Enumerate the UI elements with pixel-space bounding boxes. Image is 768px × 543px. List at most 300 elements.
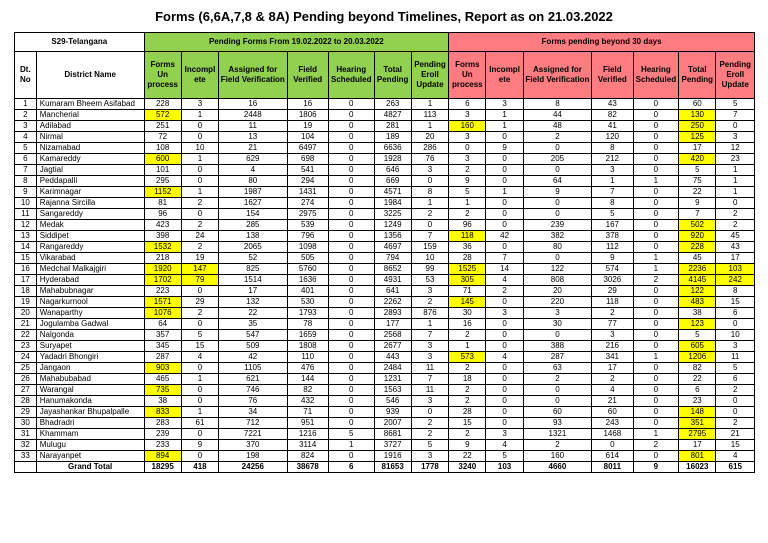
value-cell: 1916 <box>374 451 411 462</box>
total-cell: 38678 <box>287 462 328 473</box>
value-cell: 1702 <box>144 275 181 286</box>
value-cell: 20 <box>523 286 591 297</box>
value-cell: 0 <box>411 407 448 418</box>
value-cell: 29 <box>181 297 218 308</box>
value-cell: 10 <box>181 143 218 154</box>
value-cell: 574 <box>592 264 633 275</box>
value-cell: 1321 <box>523 429 591 440</box>
value-cell: 71 <box>449 286 486 297</box>
value-cell: 0 <box>716 396 755 407</box>
g1-col-header: Assigned for Field Verification <box>219 52 287 99</box>
value-cell: 281 <box>374 121 411 132</box>
dt-no-cell: 30 <box>15 418 37 429</box>
value-cell: 0 <box>181 396 218 407</box>
value-cell: 5 <box>486 451 523 462</box>
value-cell: 1 <box>181 187 218 198</box>
value-cell: 8 <box>523 99 591 110</box>
table-row <box>15 154 755 165</box>
value-cell: 735 <box>144 385 181 396</box>
value-cell: 0 <box>328 99 374 110</box>
value-cell: 0 <box>328 297 374 308</box>
value-cell: 2 <box>449 429 486 440</box>
value-cell: 0 <box>181 385 218 396</box>
value-cell: 5 <box>679 330 716 341</box>
value-cell: 0 <box>633 407 679 418</box>
value-cell: 0 <box>411 176 448 187</box>
value-cell: 60 <box>523 407 591 418</box>
district-name-cell: Kamareddy <box>36 154 144 165</box>
value-cell: 646 <box>374 165 411 176</box>
value-cell: 5 <box>411 440 448 451</box>
value-cell: 0 <box>486 363 523 374</box>
value-cell: 0 <box>592 440 633 451</box>
value-cell: 1 <box>633 176 679 187</box>
value-cell: 1098 <box>287 242 328 253</box>
value-cell: 2 <box>449 209 486 220</box>
value-cell: 1 <box>486 110 523 121</box>
value-cell: 13 <box>219 132 287 143</box>
value-cell: 223 <box>144 286 181 297</box>
value-cell: 600 <box>144 154 181 165</box>
value-cell: 1514 <box>219 275 287 286</box>
value-cell: 3727 <box>374 440 411 451</box>
value-cell: 154 <box>219 209 287 220</box>
value-cell: 0 <box>716 407 755 418</box>
value-cell: 0 <box>523 330 591 341</box>
value-cell: 11 <box>411 363 448 374</box>
table-row <box>15 319 755 330</box>
value-cell: 44 <box>523 110 591 121</box>
value-cell: 104 <box>287 132 328 143</box>
value-cell: 614 <box>592 451 633 462</box>
table-row <box>15 176 755 187</box>
value-cell: 6 <box>716 374 755 385</box>
value-cell: 3 <box>411 286 448 297</box>
value-cell: 263 <box>374 99 411 110</box>
value-cell: 1 <box>633 253 679 264</box>
value-cell: 1468 <box>592 429 633 440</box>
value-cell: 2 <box>449 165 486 176</box>
value-cell: 357 <box>144 330 181 341</box>
table-row <box>15 286 755 297</box>
value-cell: 1525 <box>449 264 486 275</box>
value-cell: 2 <box>633 275 679 286</box>
dt-no-cell: 9 <box>15 187 37 198</box>
value-cell: 287 <box>144 352 181 363</box>
value-cell: 228 <box>144 99 181 110</box>
value-cell: 401 <box>287 286 328 297</box>
value-cell: 132 <box>219 297 287 308</box>
value-cell: 61 <box>181 418 218 429</box>
value-cell: 286 <box>411 143 448 154</box>
total-cell: 8011 <box>592 462 633 473</box>
value-cell: 801 <box>679 451 716 462</box>
dt-no-cell: 24 <box>15 352 37 363</box>
value-cell: 0 <box>328 319 374 330</box>
value-cell: 0 <box>633 187 679 198</box>
value-cell: 3 <box>716 132 755 143</box>
value-cell: 0 <box>328 220 374 231</box>
value-cell: 9 <box>679 198 716 209</box>
value-cell: 2 <box>592 308 633 319</box>
value-cell: 698 <box>287 154 328 165</box>
value-cell: 3 <box>486 429 523 440</box>
value-cell: 669 <box>374 176 411 187</box>
value-cell: 8 <box>592 198 633 209</box>
value-cell: 1 <box>328 440 374 451</box>
value-cell: 0 <box>716 319 755 330</box>
value-cell: 9 <box>486 143 523 154</box>
value-cell: 21 <box>716 429 755 440</box>
table-row <box>15 363 755 374</box>
district-name-cell: Rajanna Sircilla <box>36 198 144 209</box>
value-cell: 93 <box>523 418 591 429</box>
value-cell: 1 <box>411 198 448 209</box>
value-cell: 5760 <box>287 264 328 275</box>
value-cell: 1105 <box>219 363 287 374</box>
value-cell: 4 <box>219 165 287 176</box>
value-cell: 0 <box>328 308 374 319</box>
table-row <box>15 330 755 341</box>
table-row <box>15 308 755 319</box>
district-name-cell: Karimnagar <box>36 187 144 198</box>
value-cell: 0 <box>328 253 374 264</box>
value-cell: 1356 <box>374 231 411 242</box>
value-cell: 0 <box>486 374 523 385</box>
value-cell: 1431 <box>287 187 328 198</box>
value-cell: 64 <box>523 176 591 187</box>
value-cell: 746 <box>219 385 287 396</box>
value-cell: 1987 <box>219 187 287 198</box>
district-name-cell: Nizamabad <box>36 143 144 154</box>
value-cell: 0 <box>716 121 755 132</box>
table-row <box>15 231 755 242</box>
dt-no-cell: 22 <box>15 330 37 341</box>
value-cell: 294 <box>287 176 328 187</box>
value-cell: 1249 <box>374 220 411 231</box>
value-cell: 81 <box>144 198 181 209</box>
value-cell: 4 <box>486 352 523 363</box>
value-cell: 0 <box>486 176 523 187</box>
value-cell: 0 <box>181 363 218 374</box>
pending-forms-table <box>14 32 755 473</box>
value-cell: 220 <box>523 297 591 308</box>
value-cell: 825 <box>219 264 287 275</box>
dt-no-cell: 20 <box>15 308 37 319</box>
table-row <box>15 341 755 352</box>
value-cell: 250 <box>679 121 716 132</box>
dt-no-cell: 8 <box>15 176 37 187</box>
value-cell: 1 <box>449 198 486 209</box>
value-cell: 11 <box>219 121 287 132</box>
value-cell: 9 <box>592 253 633 264</box>
value-cell: 0 <box>328 396 374 407</box>
value-cell: 573 <box>449 352 486 363</box>
value-cell: 1563 <box>374 385 411 396</box>
value-cell: 4571 <box>374 187 411 198</box>
table-row <box>15 220 755 231</box>
value-cell: 7 <box>592 187 633 198</box>
value-cell: 894 <box>144 451 181 462</box>
value-cell: 1 <box>181 407 218 418</box>
value-cell: 1231 <box>374 374 411 385</box>
total-cell: 103 <box>486 462 523 473</box>
value-cell: 123 <box>679 319 716 330</box>
dt-no-cell: 10 <box>15 198 37 209</box>
total-cell: 418 <box>181 462 218 473</box>
value-cell: 796 <box>287 231 328 242</box>
value-cell: 22 <box>219 308 287 319</box>
value-cell: 3 <box>411 352 448 363</box>
value-cell: 1793 <box>287 308 328 319</box>
value-cell: 0 <box>328 352 374 363</box>
value-cell: 351 <box>679 418 716 429</box>
district-name-cell: Sangareddy <box>36 209 144 220</box>
value-cell: 833 <box>144 407 181 418</box>
value-cell: 75 <box>679 176 716 187</box>
value-cell: 920 <box>679 231 716 242</box>
value-cell: 0 <box>523 165 591 176</box>
value-cell: 0 <box>523 143 591 154</box>
value-cell: 6 <box>679 385 716 396</box>
dt-no-cell: 27 <box>15 385 37 396</box>
value-cell: 2448 <box>219 110 287 121</box>
value-cell: 3026 <box>592 275 633 286</box>
value-cell: 7 <box>411 330 448 341</box>
value-cell: 0 <box>328 363 374 374</box>
district-name-cell: Jogulamba Gadwal <box>36 319 144 330</box>
value-cell: 0 <box>633 220 679 231</box>
value-cell: 1152 <box>144 187 181 198</box>
value-cell: 0 <box>486 418 523 429</box>
value-cell: 876 <box>411 308 448 319</box>
grand-total-label: Grand Total <box>36 462 144 473</box>
table-row <box>15 99 755 110</box>
value-cell: 1928 <box>374 154 411 165</box>
value-cell: 2 <box>449 363 486 374</box>
value-cell: 0 <box>328 198 374 209</box>
value-cell: 22 <box>679 374 716 385</box>
district-name-cell: Nirmal <box>36 132 144 143</box>
value-cell: 9 <box>181 440 218 451</box>
dt-no-cell: 1 <box>15 99 37 110</box>
value-cell: 1808 <box>287 341 328 352</box>
value-cell: 0 <box>633 165 679 176</box>
value-cell: 145 <box>449 297 486 308</box>
value-cell: 43 <box>716 242 755 253</box>
g1-col-header: Total Pending <box>374 52 411 99</box>
value-cell: 0 <box>633 198 679 209</box>
value-cell: 80 <box>219 176 287 187</box>
dt-no-cell: 23 <box>15 341 37 352</box>
g2-col-header: Field Verified <box>592 52 633 99</box>
value-cell: 0 <box>181 209 218 220</box>
value-cell: 345 <box>144 341 181 352</box>
value-cell: 502 <box>679 220 716 231</box>
value-cell: 82 <box>679 363 716 374</box>
dt-no-cell: 16 <box>15 264 37 275</box>
value-cell: 198 <box>219 451 287 462</box>
value-cell: 147 <box>181 264 218 275</box>
table-row <box>15 385 755 396</box>
value-cell: 2 <box>181 220 218 231</box>
district-name-cell: Khammam <box>36 429 144 440</box>
value-cell: 4697 <box>374 242 411 253</box>
total-cell: 18295 <box>144 462 181 473</box>
value-cell: 4931 <box>374 275 411 286</box>
value-cell: 52 <box>219 253 287 264</box>
value-cell: 5 <box>716 99 755 110</box>
value-cell: 1627 <box>219 198 287 209</box>
dt-no-cell: 17 <box>15 275 37 286</box>
g1-col-header: Incompl ete <box>181 52 218 99</box>
value-cell: 21 <box>592 396 633 407</box>
value-cell: 82 <box>287 385 328 396</box>
value-cell: 0 <box>523 385 591 396</box>
value-cell: 80 <box>523 242 591 253</box>
value-cell: 0 <box>633 418 679 429</box>
value-cell: 2 <box>523 440 591 451</box>
district-name-cell: Suryapet <box>36 341 144 352</box>
value-cell: 148 <box>679 407 716 418</box>
table-row <box>15 374 755 385</box>
value-cell: 0 <box>486 330 523 341</box>
value-cell: 2007 <box>374 418 411 429</box>
value-cell: 239 <box>523 220 591 231</box>
value-cell: 0 <box>486 132 523 143</box>
value-cell: 4 <box>181 352 218 363</box>
value-cell: 1216 <box>287 429 328 440</box>
value-cell: 7 <box>716 110 755 121</box>
value-cell: 1 <box>411 319 448 330</box>
value-cell: 0 <box>486 209 523 220</box>
value-cell: 118 <box>449 231 486 242</box>
value-cell: 23 <box>716 154 755 165</box>
dt-no-cell: 14 <box>15 242 37 253</box>
g1-col-header: Pending Eroll Update <box>411 52 448 99</box>
value-cell: 177 <box>374 319 411 330</box>
district-name-cell: Nalgonda <box>36 330 144 341</box>
value-cell: 4 <box>486 275 523 286</box>
value-cell: 28 <box>449 407 486 418</box>
value-cell: 0 <box>633 297 679 308</box>
table-row <box>15 440 755 451</box>
dt-no-cell: 32 <box>15 440 37 451</box>
value-cell: 2 <box>716 385 755 396</box>
value-cell: 17 <box>679 143 716 154</box>
value-cell: 432 <box>287 396 328 407</box>
value-cell: 0 <box>633 363 679 374</box>
value-cell: 29 <box>592 286 633 297</box>
value-cell: 530 <box>287 297 328 308</box>
value-cell: 274 <box>287 198 328 209</box>
district-name-cell: Medak <box>36 220 144 231</box>
value-cell: 6497 <box>287 143 328 154</box>
table-row <box>15 352 755 363</box>
value-cell: 2 <box>411 418 448 429</box>
value-cell: 0 <box>633 374 679 385</box>
value-cell: 3 <box>411 165 448 176</box>
value-cell: 242 <box>716 275 755 286</box>
table-row <box>15 396 755 407</box>
value-cell: 30 <box>523 319 591 330</box>
value-cell: 3 <box>449 132 486 143</box>
value-cell: 6 <box>716 308 755 319</box>
value-cell: 1659 <box>287 330 328 341</box>
total-cell <box>15 462 37 473</box>
value-cell: 0 <box>328 176 374 187</box>
value-cell: 5 <box>449 187 486 198</box>
value-cell: 120 <box>592 132 633 143</box>
value-cell: 4 <box>716 451 755 462</box>
value-cell: 5 <box>181 330 218 341</box>
dt-no-cell: 12 <box>15 220 37 231</box>
value-cell: 8 <box>592 143 633 154</box>
value-cell: 82 <box>592 110 633 121</box>
g1-col-header: Hearing Scheduled <box>328 52 374 99</box>
table-row <box>15 429 755 440</box>
value-cell: 22 <box>449 451 486 462</box>
grand-total-row <box>15 462 755 473</box>
table-row <box>15 132 755 143</box>
value-cell: 2 <box>633 440 679 451</box>
value-cell: 10 <box>411 253 448 264</box>
value-cell: 38 <box>679 308 716 319</box>
value-cell: 2975 <box>287 209 328 220</box>
dt-no-cell: 2 <box>15 110 37 121</box>
value-cell: 2 <box>716 418 755 429</box>
value-cell: 17 <box>679 440 716 451</box>
value-cell: 36 <box>449 242 486 253</box>
district-name-cell: Rangareddy <box>36 242 144 253</box>
value-cell: 2795 <box>679 429 716 440</box>
g2-col-header: Pending Eroll Update <box>716 52 755 99</box>
value-cell: 243 <box>592 418 633 429</box>
table-row <box>15 121 755 132</box>
value-cell: 15 <box>449 418 486 429</box>
value-cell: 16 <box>449 319 486 330</box>
value-cell: 15 <box>181 341 218 352</box>
value-cell: 8 <box>411 187 448 198</box>
value-cell: 1 <box>411 99 448 110</box>
value-cell: 1 <box>716 187 755 198</box>
value-cell: 30 <box>449 308 486 319</box>
value-cell: 0 <box>486 165 523 176</box>
value-cell: 4 <box>592 385 633 396</box>
value-cell: 2 <box>716 209 755 220</box>
table-row <box>15 418 755 429</box>
value-cell: 34 <box>219 407 287 418</box>
value-cell: 0 <box>633 132 679 143</box>
value-cell: 76 <box>411 154 448 165</box>
dt-no-cell: 25 <box>15 363 37 374</box>
report-title: Forms (6,6A,7,8 & 8A) Pending beyond Timelines, Report as on 21.03.2022 <box>155 9 613 24</box>
value-cell: 0 <box>328 143 374 154</box>
value-cell: 159 <box>411 242 448 253</box>
value-cell: 2677 <box>374 341 411 352</box>
value-cell: 228 <box>679 242 716 253</box>
value-cell: 5 <box>716 363 755 374</box>
value-cell: 41 <box>592 121 633 132</box>
value-cell: 547 <box>219 330 287 341</box>
value-cell: 0 <box>633 209 679 220</box>
dt-no-cell: 6 <box>15 154 37 165</box>
value-cell: 0 <box>633 121 679 132</box>
district-name-cell: Nagarkurnool <box>36 297 144 308</box>
value-cell: 0 <box>633 110 679 121</box>
district-name-cell: Kumaram Bheem Asifabad <box>36 99 144 110</box>
value-cell: 144 <box>287 374 328 385</box>
